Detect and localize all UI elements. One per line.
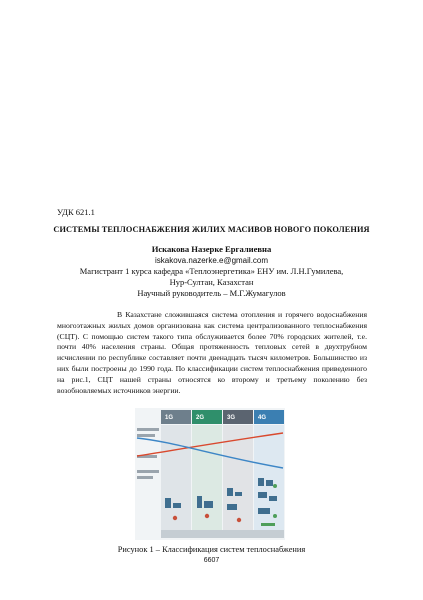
paper-title: СИСТЕМЫ ТЕПЛОСНАБЖЕНИЯ ЖИЛИХ МАСИВОВ НОВОГО ПОКОЛЕНИЯ xyxy=(53,225,370,234)
author-city: Нур-Султан, Казахстан xyxy=(169,277,254,287)
generation-label-3: 3G xyxy=(227,415,236,421)
generation-label-2: 2G xyxy=(196,415,205,421)
author-block xyxy=(40,244,383,299)
generation-label-1: 1G xyxy=(165,415,174,421)
figure-classification xyxy=(135,408,285,540)
generation-label-4: 4G xyxy=(258,415,267,421)
author-supervisor: Научный руководитель – М.Г.Жумагулов xyxy=(137,288,286,298)
udk-code: УДК 621.1 xyxy=(57,207,95,217)
author-position: Магистрант 1 курса кафедра «Теплоэнергетика» ЕНУ им. Л.Н.Гумилева, xyxy=(79,266,344,276)
body-paragraph: В Казахстане сложившаяся система отопления и горячего водоснабжения многоэтажных жилых домов организована как система централизованного теплоснабжения (СЦТ). С помощью систем такого типа обслуживается более 70% городских жителей, т.е. почти 40% населения страны. Общая протяженность тепловых сетей в двухтрубном исчислении по республике составляет почти двенадцать тысяч километров. Большинство из них были построены до 1990 года. По классификации систем теплоснабжения приведенного на рис.1, СЦТ нашей страны относятся ко второму и третьему поколению без возобновляемых источников энергии. xyxy=(57,310,367,395)
figure-caption: Рисунок 1 – Классификация систем теплоснабжения xyxy=(117,545,306,554)
figure-image xyxy=(135,408,285,540)
author-email[interactable]: iskakova.nazerke.e@gmail.com xyxy=(154,256,269,265)
author-name: Искакова Назерке Ергалиевна xyxy=(151,244,272,254)
page-number: 6607 xyxy=(203,557,220,564)
